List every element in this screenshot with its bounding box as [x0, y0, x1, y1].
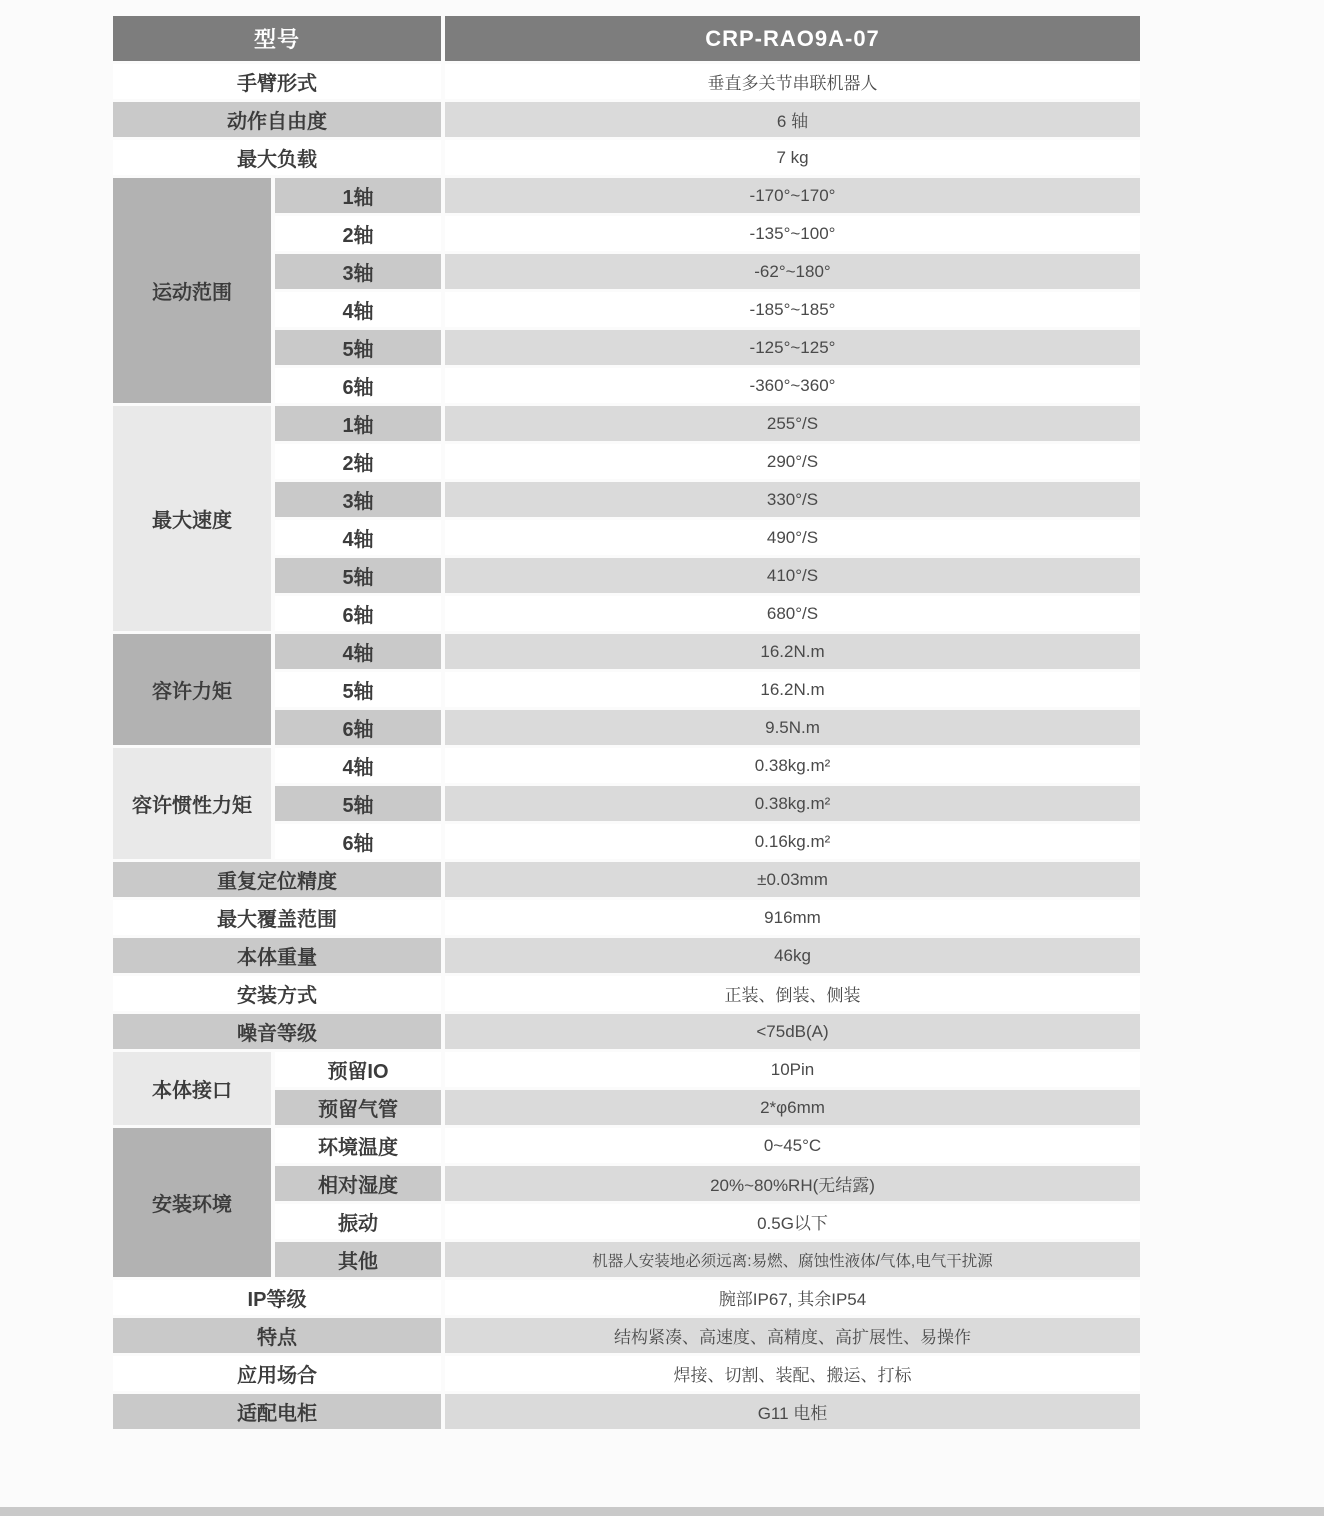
spec-value-cell: 正装、倒装、侧装	[445, 976, 1140, 1011]
spec-row	[113, 64, 1140, 99]
spec-value-cell: 0.16kg.m²	[445, 824, 1140, 859]
spec-group-cell: 容许力矩	[113, 634, 271, 745]
spec-value-cell: -170°~170°	[445, 178, 1140, 213]
spec-subrow-label-cell: 6轴	[275, 368, 441, 403]
spec-row	[113, 178, 1140, 213]
spec-value-cell: 0.5G以下	[445, 1204, 1140, 1239]
spec-value-cell: 10Pin	[445, 1052, 1140, 1087]
spec-value-cell: -62°~180°	[445, 254, 1140, 289]
model-header-value: CRP-RAO9A-07	[445, 16, 1140, 61]
spec-label-cell: 特点	[113, 1318, 441, 1353]
spec-value-cell: -125°~125°	[445, 330, 1140, 365]
spec-header-row	[113, 16, 1140, 61]
spec-group-cell: 容许惯性力矩	[113, 748, 271, 859]
spec-value-cell: 结构紧凑、高速度、高精度、高扩展性、易操作	[445, 1318, 1140, 1353]
spec-subrow-label-cell: 4轴	[275, 292, 441, 327]
spec-subrow-label-cell: 2轴	[275, 444, 441, 479]
spec-subrow-label-cell: 5轴	[275, 330, 441, 365]
spec-row	[113, 1014, 1140, 1049]
spec-subrow-label-cell: 5轴	[275, 558, 441, 593]
spec-value-cell: 290°/S	[445, 444, 1140, 479]
spec-label-cell: 安装方式	[113, 976, 441, 1011]
spec-table	[109, 13, 1144, 1432]
spec-subrow-label-cell: 3轴	[275, 254, 441, 289]
spec-value-cell: 腕部IP67, 其余IP54	[445, 1280, 1140, 1315]
spec-subrow-label-cell: 预留IO	[275, 1052, 441, 1087]
spec-subrow-label-cell: 6轴	[275, 710, 441, 745]
spec-value-cell: 0~45°C	[445, 1128, 1140, 1163]
spec-row	[113, 938, 1140, 973]
spec-value-cell: 255°/S	[445, 406, 1140, 441]
spec-value-cell: 916mm	[445, 900, 1140, 935]
spec-subrow-label-cell: 5轴	[275, 672, 441, 707]
spec-row	[113, 1280, 1140, 1315]
spec-subrow-label-cell: 环境温度	[275, 1128, 441, 1163]
spec-label-cell: 手臂形式	[113, 64, 441, 99]
spec-label-cell: 噪音等级	[113, 1014, 441, 1049]
spec-label-cell: IP等级	[113, 1280, 441, 1315]
spec-value-cell: 680°/S	[445, 596, 1140, 631]
spec-row	[113, 102, 1140, 137]
spec-row	[113, 748, 1140, 783]
spec-subrow-label-cell: 预留气管	[275, 1090, 441, 1125]
spec-value-cell: 20%~80%RH(无结露)	[445, 1166, 1140, 1201]
spec-subrow-label-cell: 2轴	[275, 216, 441, 251]
spec-row	[113, 634, 1140, 669]
spec-row	[113, 140, 1140, 175]
spec-subrow-label-cell: 1轴	[275, 406, 441, 441]
spec-subrow-label-cell: 4轴	[275, 520, 441, 555]
spec-value-cell: 46kg	[445, 938, 1140, 973]
spec-value-cell: 6 轴	[445, 102, 1140, 137]
spec-subrow-label-cell: 4轴	[275, 748, 441, 783]
spec-subrow-label-cell: 6轴	[275, 824, 441, 859]
spec-value-cell: 垂直多关节串联机器人	[445, 64, 1140, 99]
spec-value-cell: 330°/S	[445, 482, 1140, 517]
model-header-label: 型号	[113, 16, 441, 61]
spec-label-cell: 应用场合	[113, 1356, 441, 1391]
spec-row	[113, 406, 1140, 441]
spec-row	[113, 976, 1140, 1011]
spec-subrow-label-cell: 5轴	[275, 786, 441, 821]
spec-subrow-label-cell: 相对湿度	[275, 1166, 441, 1201]
spec-label-cell: 动作自由度	[113, 102, 441, 137]
spec-value-cell: -360°~360°	[445, 368, 1140, 403]
spec-value-cell: G11 电柜	[445, 1394, 1140, 1429]
spec-value-cell: 16.2N.m	[445, 634, 1140, 669]
spec-group-cell: 运动范围	[113, 178, 271, 403]
spec-value-cell: -185°~185°	[445, 292, 1140, 327]
spec-value-cell: 0.38kg.m²	[445, 748, 1140, 783]
spec-row	[113, 862, 1140, 897]
spec-subrow-label-cell: 3轴	[275, 482, 441, 517]
spec-group-cell: 本体接口	[113, 1052, 271, 1125]
spec-value-cell: 机器人安装地必须远离:易燃、腐蚀性液体/气体,电气干扰源	[445, 1242, 1140, 1277]
spec-subrow-label-cell: 其他	[275, 1242, 441, 1277]
spec-label-cell: 适配电柜	[113, 1394, 441, 1429]
spec-subrow-label-cell: 振动	[275, 1204, 441, 1239]
spec-row	[113, 1052, 1140, 1087]
spec-row	[113, 1356, 1140, 1391]
spec-value-cell: 490°/S	[445, 520, 1140, 555]
spec-value-cell: 9.5N.m	[445, 710, 1140, 745]
spec-value-cell: 0.38kg.m²	[445, 786, 1140, 821]
spec-value-cell: 焊接、切割、装配、搬运、打标	[445, 1356, 1140, 1391]
spec-row	[113, 1318, 1140, 1353]
spec-group-cell: 安装环境	[113, 1128, 271, 1277]
spec-subrow-label-cell: 1轴	[275, 178, 441, 213]
spec-value-cell: <75dB(A)	[445, 1014, 1140, 1049]
spec-subrow-label-cell: 4轴	[275, 634, 441, 669]
spec-group-cell: 最大速度	[113, 406, 271, 631]
spec-subrow-label-cell: 6轴	[275, 596, 441, 631]
spec-value-cell: 2*φ6mm	[445, 1090, 1140, 1125]
spec-label-cell: 最大覆盖范围	[113, 900, 441, 935]
spec-row	[113, 1394, 1140, 1429]
spec-value-cell: ±0.03mm	[445, 862, 1140, 897]
spec-value-cell: 410°/S	[445, 558, 1140, 593]
spec-row	[113, 900, 1140, 935]
spec-label-cell: 本体重量	[113, 938, 441, 973]
spec-label-cell: 最大负载	[113, 140, 441, 175]
spec-value-cell: 7 kg	[445, 140, 1140, 175]
bottom-divider-bar	[0, 1507, 1324, 1516]
spec-value-cell: 16.2N.m	[445, 672, 1140, 707]
spec-label-cell: 重复定位精度	[113, 862, 441, 897]
spec-value-cell: -135°~100°	[445, 216, 1140, 251]
spec-row	[113, 1128, 1140, 1163]
